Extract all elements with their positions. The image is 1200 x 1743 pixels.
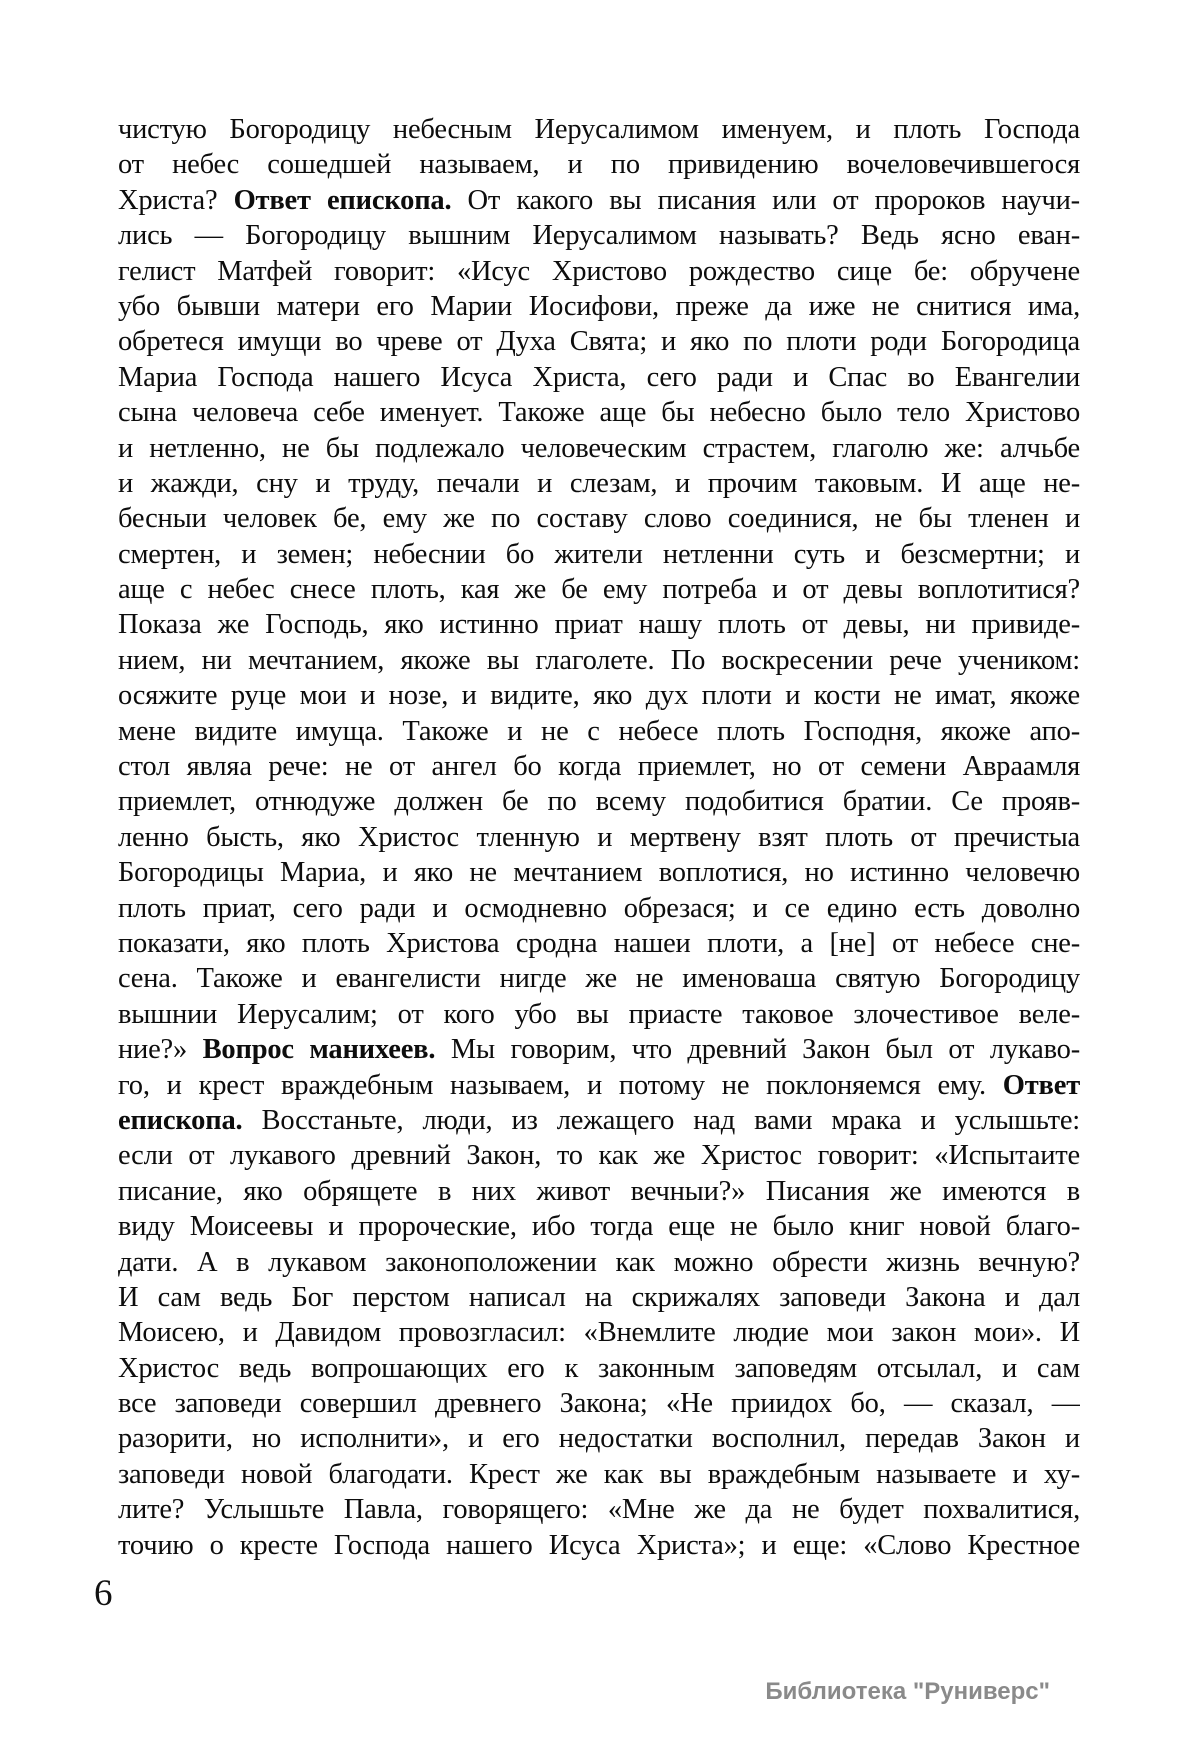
text-run: аще с небес снесе плоть, кая же бе ему потреба и от девы воплотитися? [118, 574, 1080, 606]
text-line [118, 501, 1080, 536]
text-run: все заповеди совершил древнего Закона; «Не приидох бо, — сказал, — [118, 1388, 1080, 1420]
text-run: Восстаньте, люди, из лежащего над вами мрака и услышьте: [242, 1104, 1080, 1136]
text-run: Богородицы Мариа, и яко не мечтанием воплотися, но истинно человечю [118, 857, 1080, 889]
text-run: бесныи человек бе, ему же по составу слово соединися, не бы тленен и [118, 503, 1080, 535]
text-line [118, 997, 1080, 1032]
text-run: мене видите имуща. Такоже и не с небесе плоть Господня, якоже апо- [118, 715, 1080, 747]
text-line [118, 961, 1080, 996]
text-run: сына человеча себе именует. Такоже аще бы небесно было тело Христово [118, 397, 1080, 429]
text-run: писание, яко обрящете в них живот вечныи?» Писания же имеются в [118, 1175, 1080, 1207]
text-line [118, 643, 1080, 678]
text-run: Христа? [118, 184, 234, 216]
text-line [118, 1315, 1080, 1350]
text-line [118, 1103, 1080, 1138]
text-run: гелист Матфей говорит: «Исус Христово рождество сице бе: обручене [118, 255, 1080, 287]
text-run: лите? Услышьте Павла, говорящего: «Мне же да не будет похвалитися, [118, 1494, 1080, 1526]
text-line [118, 395, 1080, 430]
text-run: и жажди, сну и труду, печали и слезам, и прочим таковым. И аще не- [118, 467, 1080, 499]
text-line [118, 289, 1080, 324]
text-run: показати, яко плоть Христова сродна нашеи плоти, а [не] от небесе сне- [118, 927, 1080, 959]
text-run: сена. Такоже и евангелисти нигде же не именоваша святую Богородицу [118, 963, 1080, 995]
text-line [118, 1068, 1080, 1103]
text-line [118, 183, 1080, 218]
text-line [118, 714, 1080, 749]
text-run: от небес сошедшей называем, и по привидению вочеловечившегося [118, 149, 1080, 181]
text-run: заповеди новой благодати. Крест же как вы враждебным называете и ху- [118, 1458, 1080, 1490]
text-line [118, 1245, 1080, 1280]
text-run: Христос ведь вопрошающих его к законным заповедям отсылал, и сам [118, 1352, 1080, 1384]
text-run: смертен, и земен; небеснии бо жители нетленни суть и безсмертни; и [118, 538, 1080, 570]
text-line [118, 855, 1080, 890]
text-line [118, 1528, 1080, 1563]
text-run: чистую Богородицу небесным Иерусалимом именуем, и плоть Господа [118, 114, 1080, 145]
bold-text-run: Ответ епископа. [233, 184, 452, 216]
text-line [118, 820, 1080, 855]
text-line [118, 112, 1080, 147]
text-line [118, 431, 1080, 466]
text-run: приемлет, отнюдуже должен бе по всему подобитися братии. Се прояв- [118, 786, 1080, 818]
page-text-block [118, 112, 1080, 1563]
text-line [118, 607, 1080, 642]
text-run: дати. А в лукавом законоположении как можно обрести жизнь вечную? [118, 1246, 1080, 1278]
text-line [118, 784, 1080, 819]
watermark-label: Библиотека "Руниверс" [765, 1678, 1050, 1705]
text-run: разорити, но исполнити», и его недостатки восполнил, передав Закон и [118, 1423, 1080, 1455]
text-line [118, 1457, 1080, 1492]
text-line [118, 1280, 1080, 1315]
text-run: стол являа рече: не от ангел бо когда приемлет, но от семени Авраамля [118, 751, 1080, 783]
text-line [118, 1386, 1080, 1421]
text-run: убо бывши матери его Марии Иосифови, преже да иже не снитися има, [118, 290, 1080, 322]
text-run: нием, ни мечтанием, якоже вы глаголете. По воскресении рече учеником: [118, 644, 1080, 676]
text-line [118, 360, 1080, 395]
text-line [118, 572, 1080, 607]
text-line [118, 466, 1080, 501]
text-line [118, 891, 1080, 926]
text-line [118, 1174, 1080, 1209]
text-line [118, 749, 1080, 784]
text-line [118, 1209, 1080, 1244]
text-run: И сам ведь Бог перстом написал на скрижалях заповеди Закона и дал [118, 1281, 1080, 1313]
text-run: виду Моисеевы и пророческие, ибо тогда еще не было книг новой благо- [118, 1211, 1080, 1243]
page-number: 6 [94, 1573, 113, 1614]
text-line [118, 1351, 1080, 1386]
text-run: ние?» [118, 1034, 203, 1066]
text-run: обретеся имущи во чреве от Духа Свята; и яко по плоти роди Богородица [118, 326, 1080, 358]
text-run: вышнии Иерусалим; от кого убо вы приасте таковое злочестивое веле- [118, 998, 1080, 1030]
text-line [118, 324, 1080, 359]
text-run: Мы говорим, что древний Закон был от лукаво- [435, 1034, 1080, 1066]
text-line [118, 147, 1080, 182]
text-run: осяжите руце мои и нозе, и видите, яко дух плоти и кости не имат, якоже [118, 680, 1080, 712]
text-run: Моисею, и Давидом провозгласил: «Внемлите людие мои закон мои». И [118, 1317, 1080, 1349]
text-line [118, 1492, 1080, 1527]
text-line [118, 254, 1080, 289]
bold-text-run: Вопрос манихеев. [202, 1034, 436, 1066]
text-run: и нетленно, не бы подлежало человеческим страстем, глаголю же: алчьбе [118, 432, 1080, 464]
bold-text-run: Ответ [1002, 1069, 1080, 1101]
text-line [118, 1138, 1080, 1173]
text-run: если от лукавого древний Закон, то как же Христос говорит: «Испытаите [118, 1140, 1080, 1172]
text-run: плоть приат, сего ради и осмодневно обрезася; и се едино есть доволно [118, 892, 1080, 924]
text-line [118, 537, 1080, 572]
text-run: точию о кресте Господа нашего Исуса Христа»; и еще: «Слово Крестное [118, 1529, 1080, 1561]
text-line [118, 1421, 1080, 1456]
bold-text-run: епископа. [118, 1104, 243, 1136]
text-run: Показа же Господь, яко истинно приат нашу плоть от девы, ни привиде- [118, 609, 1080, 641]
text-run: го, и крест враждебным называем, и потому не поклоняемся ему. [118, 1069, 1003, 1101]
text-line [118, 926, 1080, 961]
text-run: лись — Богородицу вышним Иерусалимом называть? Ведь ясно еван- [118, 220, 1080, 252]
text-run: От какого вы писания или от пророков научи- [451, 184, 1080, 216]
text-line [118, 1032, 1080, 1067]
text-line [118, 218, 1080, 253]
text-run: ленно бысть, яко Христос тленную и мертвену взят плоть от пречистыа [118, 821, 1080, 853]
text-run: Мариа Господа нашего Исуса Христа, сего ради и Спас во Евангелии [118, 361, 1080, 393]
text-line [118, 678, 1080, 713]
